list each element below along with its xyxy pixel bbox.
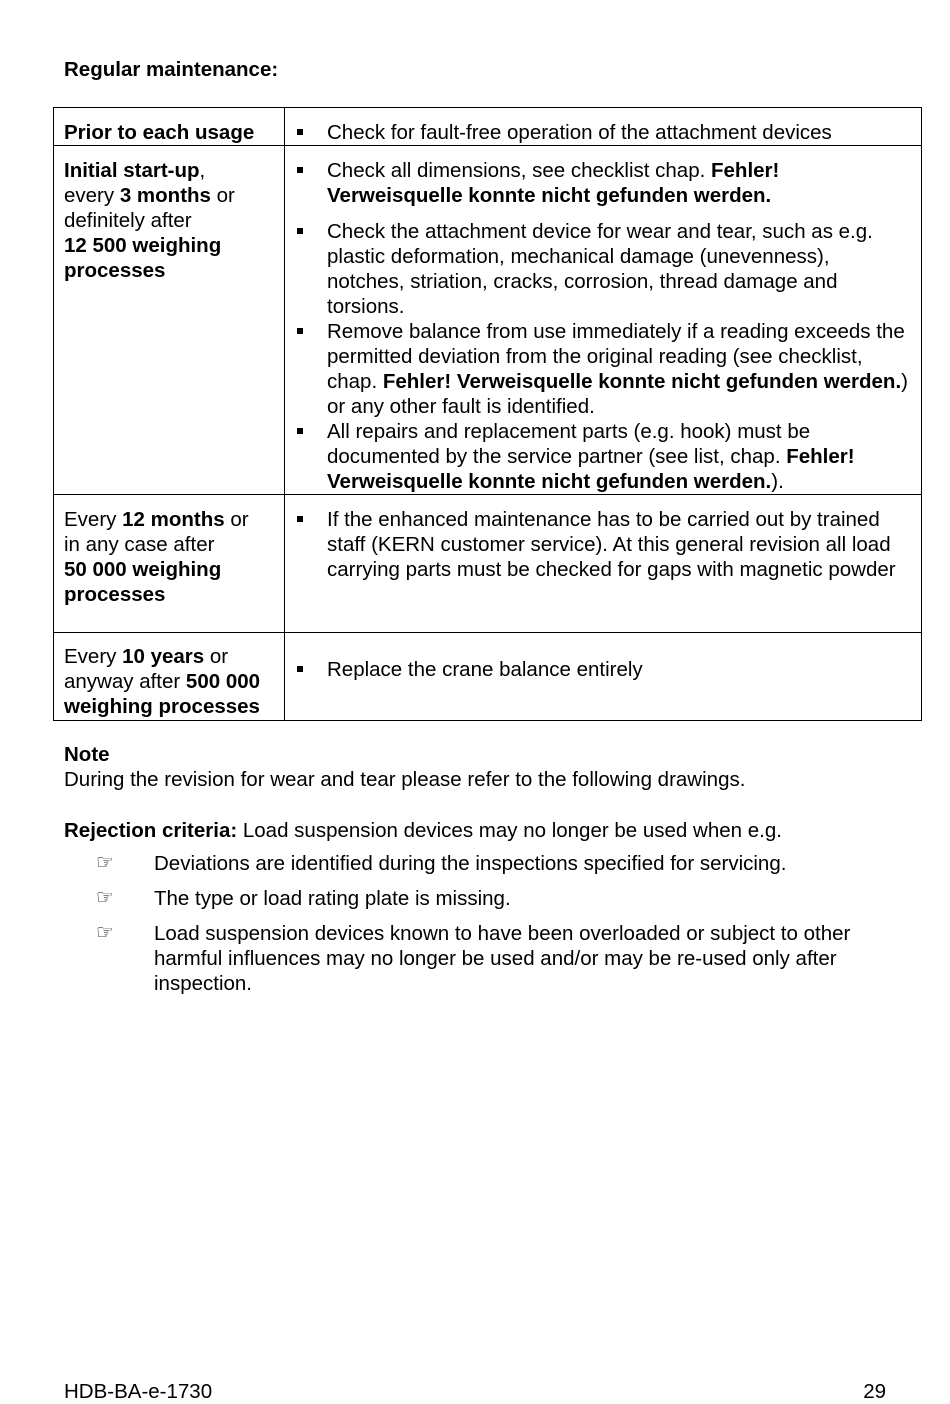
task-cell: [285, 633, 922, 721]
rejection-list: [96, 851, 896, 1006]
task-text: Replace the crane balance entirely: [327, 658, 643, 681]
task-cell: [285, 108, 922, 146]
interval-cell: [54, 108, 285, 146]
table-row: [54, 633, 922, 721]
table-row: [54, 495, 922, 633]
list-item: [285, 507, 911, 582]
interval-text: Prior to each usage: [64, 121, 255, 144]
bullet-icon: [285, 507, 327, 582]
rejection-text: Load suspension devices may no longer be used when e.g.: [237, 819, 782, 842]
pointing-hand-icon: ☞: [96, 885, 114, 909]
task-cell: [285, 146, 922, 495]
bullet-icon: [285, 158, 327, 208]
task-cell: [285, 495, 922, 633]
list-item: [285, 657, 911, 682]
interval-cell: [54, 146, 285, 495]
interval-text: Every 10 years or anyway after 500 000 weighing processes: [64, 645, 261, 718]
bullet-icon: [285, 657, 327, 682]
task-text: If the enhanced maintenance has to be carried out by trained staff (KERN customer service). At this general revision all load carrying parts must be checked for gaps with magnetic powder: [327, 508, 896, 581]
rejection-item-text: Load suspension devices known to have been overloaded or subject to other harmful influences may no longer be used and/or may be re-used only after inspection.: [154, 922, 851, 995]
list-item: [285, 319, 911, 419]
page-number: 29: [863, 1380, 886, 1403]
list-item: [285, 158, 911, 208]
list-item: [96, 886, 896, 911]
list-item: [285, 419, 911, 494]
rejection-label: Rejection criteria:: [64, 819, 238, 842]
rejection-item-text: Deviations are identified during the inspections specified for servicing.: [154, 852, 787, 875]
note-title: Note: [64, 743, 110, 766]
note-block: [64, 742, 745, 792]
task-text: Remove balance from use immediately if a reading exceeds the permitted deviation from the original reading (see checklist, chap. Fehler! Verweisquelle konnte nicht gefunden werden.) or any other fault is identified.: [327, 320, 908, 418]
list-item: [96, 851, 896, 876]
list-item: [96, 921, 896, 996]
bullet-icon: [285, 419, 327, 494]
table-row: [54, 108, 922, 146]
interval-text: Initial start-up, every 3 months or definitely after 12 500 weighing processes: [64, 159, 235, 282]
list-item: [285, 120, 911, 145]
bullet-icon: [285, 319, 327, 419]
note-text: During the revision for wear and tear please refer to the following drawings.: [64, 768, 746, 791]
rejection-criteria: [64, 818, 904, 843]
task-text: Check the attachment device for wear and tear, such as e.g. plastic deformation, mechanical damage (unevenness), notches, striation, cracks, corrosion, thread damage and torsions.: [327, 220, 873, 318]
bullet-icon: [285, 120, 327, 145]
pointing-hand-icon: ☞: [96, 920, 114, 944]
section-heading: Regular maintenance:: [64, 58, 279, 81]
task-text: Check for fault-free operation of the attachment devices: [327, 121, 832, 144]
rejection-item-text: The type or load rating plate is missing.: [154, 887, 511, 910]
maintenance-table: [53, 107, 922, 721]
task-text: Check all dimensions, see checklist chap. Fehler! Verweisquelle konnte nicht gefunden werden.: [327, 159, 780, 207]
table-row: [54, 146, 922, 495]
list-item: [285, 219, 911, 319]
interval-cell: [54, 495, 285, 633]
task-text: All repairs and replacement parts (e.g. hook) must be documented by the service partner (see list, chap. Fehler! Verweisquelle konnte nicht gefunden werden.).: [327, 420, 855, 493]
bullet-icon: [285, 219, 327, 319]
pointing-hand-icon: ☞: [96, 850, 114, 874]
interval-cell: [54, 633, 285, 721]
document-id: HDB-BA-e-1730: [64, 1380, 213, 1403]
interval-text: Every 12 months or in any case after 50 000 weighing processes: [64, 508, 249, 606]
